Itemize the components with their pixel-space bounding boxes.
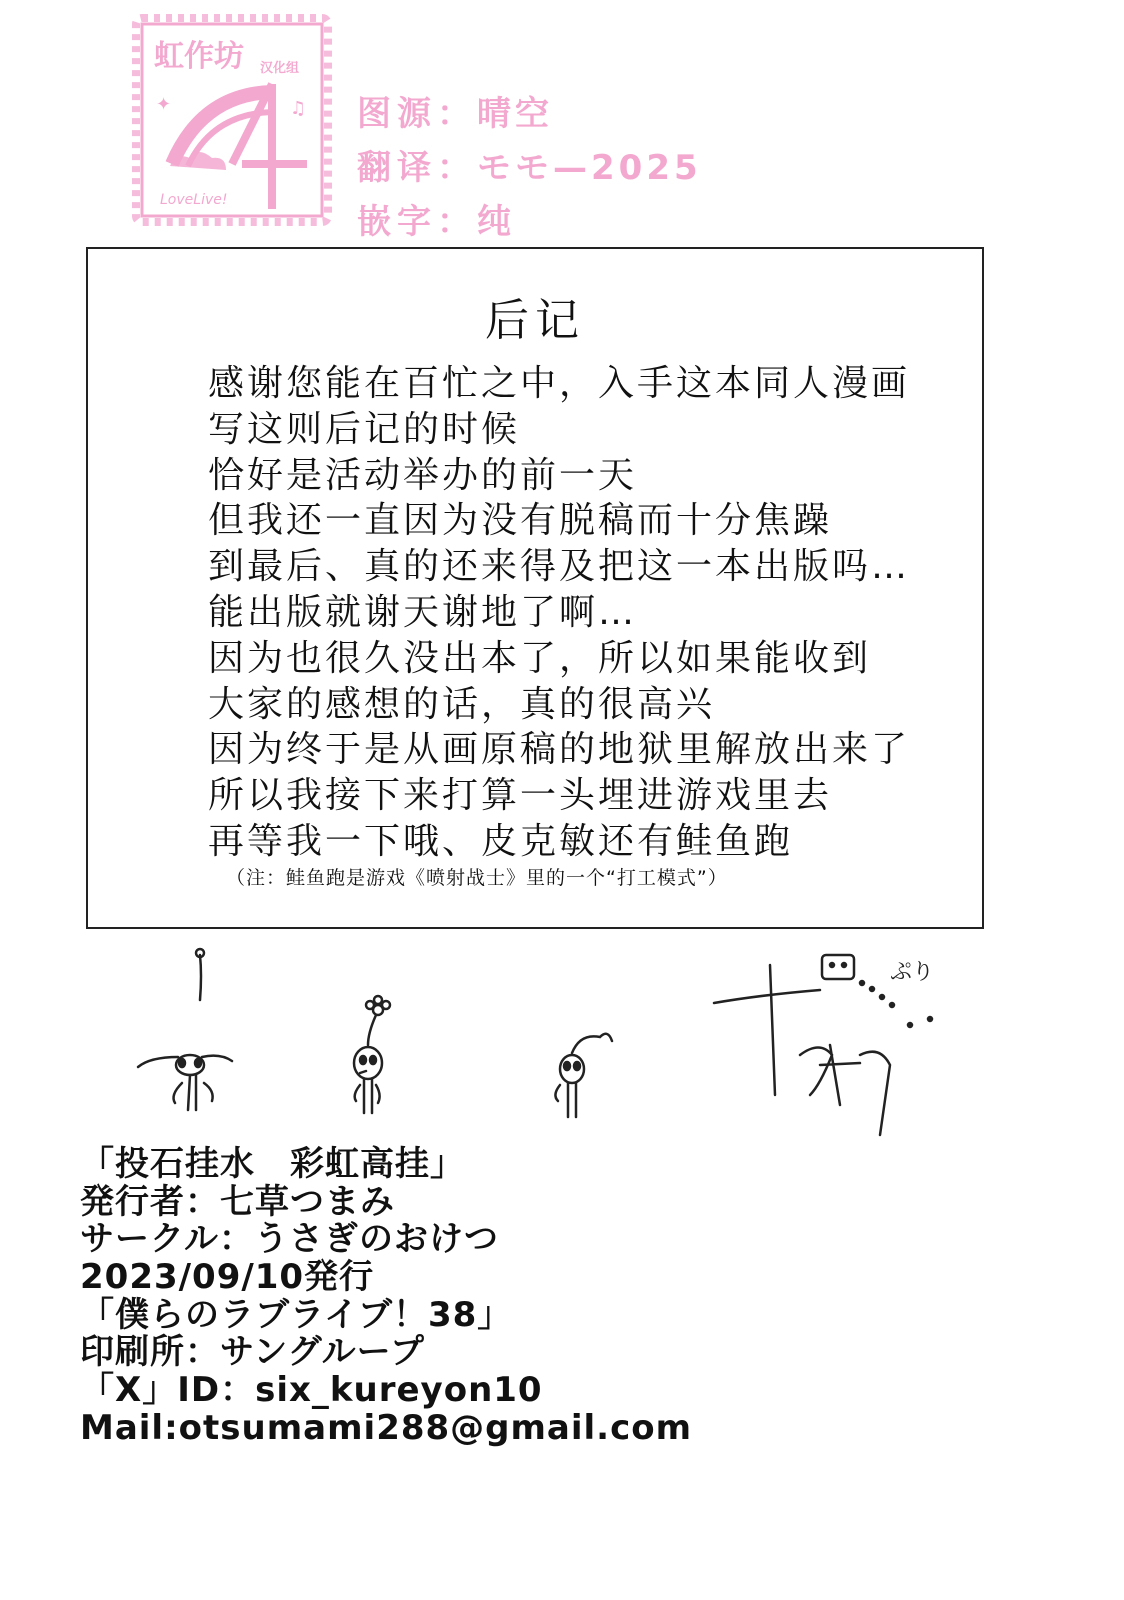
pikmin-bud-doodle	[555, 1034, 612, 1117]
translator-note: （注：鲑鱼跑是游戏《喷射战士》里的一个“打工模式”）	[226, 867, 728, 889]
group-stamp-logo	[132, 14, 332, 226]
colophon-mail: Mail:otsumami288@gmail.com	[80, 1407, 693, 1448]
doodle-illustrations	[120, 945, 1020, 1145]
credit-translation: 翻译：モモ—2025	[357, 148, 702, 188]
signature-sfx: ぷり	[890, 960, 935, 985]
afterword-line: 但我还一直因为没有脱稿而十分焦躁	[208, 500, 833, 542]
stamp-brand: LoveLive!	[160, 192, 228, 208]
credit-source: 图源：晴空	[357, 94, 553, 134]
pikmin-leaf-doodle	[138, 949, 232, 1110]
svg-text:♫: ♫	[290, 98, 307, 119]
colophon-circle: サークル：うさぎのおけつ	[80, 1219, 499, 1260]
afterword-line: 再等我一下哦、皮克敏还有鲑鱼跑	[208, 820, 794, 862]
colophon-x-id: 「X」ID：six_kureyon10	[80, 1370, 543, 1411]
afterword-line: 恰好是活动举办的前一天	[208, 454, 638, 496]
svg-text:♪: ♪	[248, 111, 259, 130]
colophon	[80, 1146, 692, 1448]
afterword-body	[208, 361, 952, 865]
afterword-box	[86, 247, 984, 929]
colophon-printer: 印刷所：サングループ	[80, 1332, 425, 1373]
afterword-line: 因为也很久没出本了，所以如果能收到	[208, 637, 872, 679]
colophon-date: 2023/09/10発行	[80, 1257, 375, 1298]
afterword-line: 能出版就谢天谢地了啊…	[208, 591, 638, 633]
credit-typesetting: 嵌字：纯	[357, 202, 515, 242]
svg-text:✦: ✦	[156, 94, 172, 115]
afterword-title: 后记	[485, 295, 585, 346]
scanlation-credits	[357, 92, 702, 254]
afterword-line: 到最后、真的还来得及把这一本出版吗…	[208, 546, 911, 588]
stamp-group-name: 虹作坊	[154, 39, 244, 74]
afterword-line: 大家的感想的话，真的很高兴	[208, 683, 716, 725]
stamp-group-suffix: 汉化组	[260, 61, 300, 76]
colophon-event: 「僕らのラブライブ！38」	[80, 1294, 513, 1335]
afterword-line: 所以我接下来打算一头埋进游戏里去	[208, 775, 833, 817]
colophon-title: 「投石挂水 彩虹高挂」	[80, 1144, 465, 1184]
afterword-line: 因为终于是从画原稿的地狱里解放出来了	[208, 729, 911, 771]
colophon-publisher: 発行者：七草つまみ	[80, 1181, 395, 1222]
afterword-line: 写这则后记的时候	[208, 408, 521, 450]
pikmin-flower-doodle	[354, 996, 390, 1113]
afterword-line: 感谢您能在百忙之中，入手这本同人漫画	[208, 363, 911, 404]
